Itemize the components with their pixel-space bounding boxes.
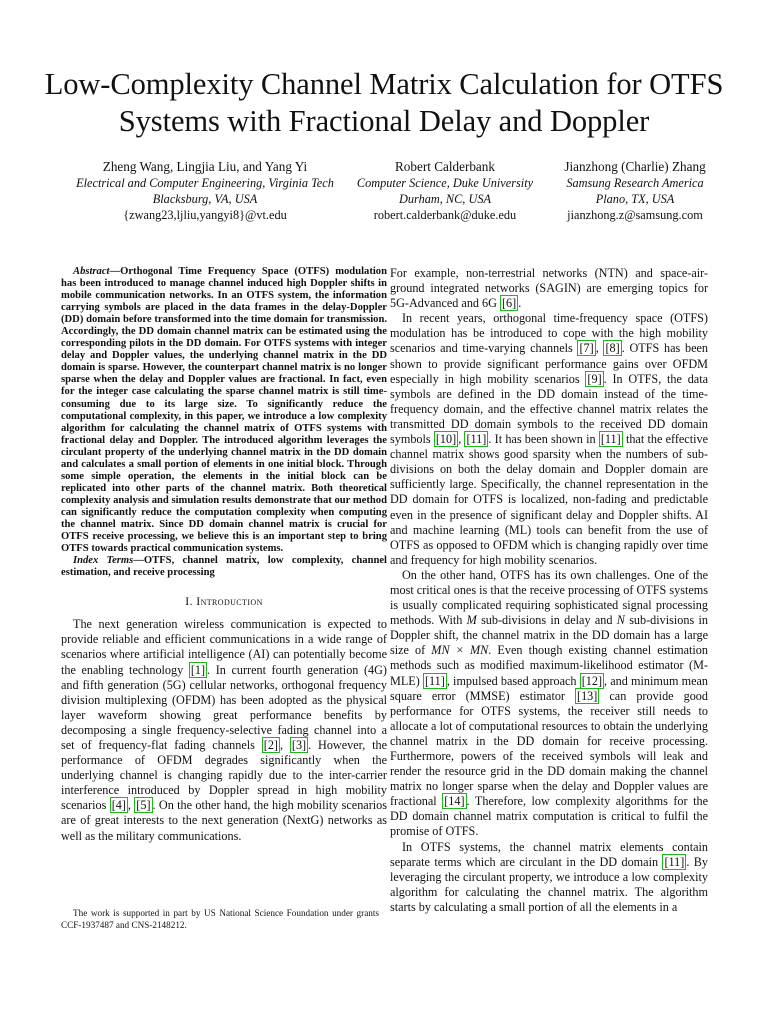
citation-link[interactable]: [6] <box>502 296 517 311</box>
citation-link[interactable]: [8] <box>605 341 620 356</box>
citation-link[interactable]: [12] <box>581 673 603 688</box>
text-run: . Even though existing channel estimation methods such as modified maximum-likelihood estimator (M-MLE) <box>390 643 708 688</box>
intro-paragraph-1 <box>61 617 387 843</box>
author-location: Blacksburg, VA, USA <box>152 192 258 206</box>
index-terms <box>61 555 387 579</box>
citation-link[interactable]: [4] <box>111 798 126 813</box>
intro-paragraph-continued <box>390 266 708 311</box>
citation-link[interactable]: [11] <box>424 673 445 688</box>
index-terms-label: Index Terms <box>73 555 134 567</box>
citation-link[interactable]: [11] <box>664 854 685 869</box>
section-heading-introduction <box>61 594 387 609</box>
author-names: Robert Calderbank <box>395 159 495 174</box>
text-run: On the other hand, OTFS has its own challenges. One of the most critical ones is that the receive processing of OTFS systems is usually complicated requiring sophisticated signal processing methods. With <box>390 567 708 628</box>
intro-paragraph-2 <box>390 311 708 568</box>
paper-title: Low-Complexity Channel Matrix Calculation for OTFS Systems with Fractional Delay and Doppler <box>44 67 724 138</box>
author-group-duke <box>345 159 545 223</box>
citation-link[interactable]: [11] <box>600 432 621 447</box>
author-location: Durham, NC, USA <box>398 192 491 206</box>
text-run: , <box>595 341 604 356</box>
text-run: , <box>458 432 465 447</box>
author-email: {zwang23,ljliu,yangyi8}@vt.edu <box>123 208 287 222</box>
citation-link[interactable]: [2] <box>263 737 278 752</box>
author-location: Plano, TX, USA <box>595 192 675 206</box>
author-names: Jianzhong (Charlie) Zhang <box>564 159 706 174</box>
section-title: Introduction <box>196 594 263 609</box>
text-run: . In current fourth generation (4G) and fifth generation (5G) cellular networks, orthogonal frequency division multiplexing (OFDM) has been adopted as the physical layer waveform showing great performance benefits by decomposing a single frequency-selective fading channel into a set of frequency-flat fading channels <box>61 662 387 752</box>
author-affiliation: Samsung Research America <box>566 176 704 190</box>
abstract-label: Abstract <box>73 266 110 277</box>
math-symbol: N <box>616 613 625 628</box>
index-terms-dash: — <box>133 555 144 567</box>
citation-link[interactable]: [14] <box>444 794 465 809</box>
index-terms-text: OTFS, channel matrix, low complexity, channel estimation, and receive processing <box>61 555 387 579</box>
text-run: . Therefore, low complexity algorithms for the DD domain channel matrix computation is critical to fulfil the promise of OTFS. <box>390 794 708 839</box>
intro-paragraph-4 <box>390 840 708 915</box>
text-run: , and minimum mean square error (MMSE) estimator <box>390 673 708 703</box>
text-run: . It has been shown in <box>488 432 599 447</box>
text-run: In OTFS systems, the channel matrix elements contain separate terms which are circulant in the DD domain <box>390 839 708 869</box>
text-run: sub-divisions in delay and <box>476 613 617 628</box>
right-column <box>390 266 708 915</box>
author-affiliation: Electrical and Computer Engineering, Virginia Tech <box>76 176 334 190</box>
citation-link[interactable]: [11] <box>466 432 487 447</box>
text-run: can provide good performance for OTFS systems, the receiver still needs to allocate a lot of computational resources to obtain the underlying channel matrix in the DD domain for receive processing. Furthermore, powers of the received symbols will leak and render the resource grid in the DD domain making the channel matrix no longer sparse when the delay and Doppler values are fractional <box>390 688 708 809</box>
text-run: . However, the performance of OFDM degrades significantly when the underlying channel is changing rapidly due to the inter-carrier interference introduced by Doppler spread in high mobility scenarios <box>61 737 388 813</box>
abstract <box>61 266 387 555</box>
text-run: In recent years, orthogonal time-frequency space (OTFS) modulation has be introduced to cope with the high mobility scenarios and time-varying channels <box>390 311 708 356</box>
author-affiliation: Computer Science, Duke University <box>356 176 534 190</box>
math-symbol: M <box>466 613 477 628</box>
citation-link[interactable]: [3] <box>291 737 307 752</box>
text-run: sub-divisions in Doppler shift, the channel matrix in the DD domain has a large size of <box>390 613 708 658</box>
text-run: . On the other hand, the high mobility scenarios are of great interests to the next generation (NextG) networks as well as the military communications. <box>61 798 387 843</box>
abstract-dash: — <box>109 266 121 277</box>
intro-paragraph-3 <box>390 568 708 840</box>
citation-link[interactable]: [9] <box>587 371 602 386</box>
text-run: that the effective channel matrix shows good sparsity when the numbers of sub-divisions on both the delay domain and Doppler domain are sufficiently large. Specifically, the channel representation in the DD domain for OTFS is localized, non-fading and predictable even in the presence of significant delay and Doppler shifts. AI and machine learning (ML) tools can benefit from the use of OTFS as opposed to OFDM which is changing rapidly over time and frequency for high mobility scenarios. <box>390 432 708 567</box>
left-column <box>61 266 387 844</box>
text-run: . In OTFS, the data symbols are defined in the DD domain instead of the time-frequency domain, and the effective channel matrix relates the transmitted DD domain symbols to the received DD domain symbols <box>390 371 708 447</box>
abstract-text: Orthogonal Time Frequency Space (OTFS) modulation has been introduced to manage channel induced high Doppler shifts in mobile communication networks. In an OTFS system, the information carrying symbols are placed in the data frames in the delay-Doppler (DD) domain before transformed into the time domain for transmission. Accordingly, the DD domain channel matrix can be estimated using the corresponding pilots in the DD domain. For OTFS systems with integer delay and Doppler values, the underlying channel matrix in the DD domain is sparse. However, the counterpart channel matrix is no longer sparse when the delay and Doppler values are fractional. In fact, even for the integer case calculating the sparse channel matrix is still time-consuming due to its large size. To significantly reduce the computational complexity, in this paper, we introduce a low complexity algorithm for calculating the channel matrix of OTFS systems with fractional delay and Doppler. The introduced algorithm leverages the circulant property of the underlying channel matrix in the DD domain and calculates a small portion of elements in one initial block. Through some simple operation, the elements in the initial block can be replicated into other parts of the channel matrix. Both theoretical complexity analysis and simulation results demonstrate that our method can significantly reduce the computation complexity when computing the channel matrix. Since DD domain channel matrix is crucial for OTFS receive processing, we believe this is an important step to bring OTFS towards practical communication systems. <box>61 266 387 555</box>
citation-link[interactable]: [13] <box>577 688 598 703</box>
section-numeral: I. <box>185 594 197 609</box>
author-group-samsung <box>540 159 730 223</box>
math-expression: MN × MN <box>431 643 489 658</box>
author-email: robert.calderbank@duke.edu <box>373 208 517 222</box>
text-run: , impulsed based approach <box>446 673 580 688</box>
citation-link[interactable]: [7] <box>579 341 594 356</box>
citation-link[interactable]: [10] <box>435 432 457 447</box>
author-email: jianzhong.z@samsung.com <box>567 208 703 222</box>
text-run: For example, non-terrestrial networks (NTN) and space-air-ground integrated networks (SAGIN) are emerging topics for 5G-Advanced and 6G <box>390 266 708 311</box>
text-run: , <box>127 798 135 813</box>
text-run: The next generation wireless communication is expected to provide reliable and efficient communications in a wide range of scenarios where artificial intelligence (AI) can potentially become the enabling technology <box>61 617 387 677</box>
text-run: , <box>280 737 290 752</box>
text-run: . <box>518 296 522 311</box>
author-group-virginia-tech <box>60 159 350 223</box>
footnote-funding: The work is supported in part by US National Science Foundation under grants CCF-1937487 and CNS-2148212. <box>61 908 379 931</box>
text-run: . OTFS has been shown to provide significant performance gains over OFDM especially in high mobility scenarios <box>390 341 708 386</box>
author-names: Zheng Wang, Lingjia Liu, and Yang Yi <box>102 159 308 174</box>
citation-link[interactable]: [5] <box>136 798 151 813</box>
citation-link[interactable]: [1] <box>190 662 206 677</box>
text-run: . By leveraging the circulant property, we introduce a low complexity algorithm for calculating the channel matrix. The algorithm starts by calculating a small portion of all the elements in a <box>390 854 708 914</box>
